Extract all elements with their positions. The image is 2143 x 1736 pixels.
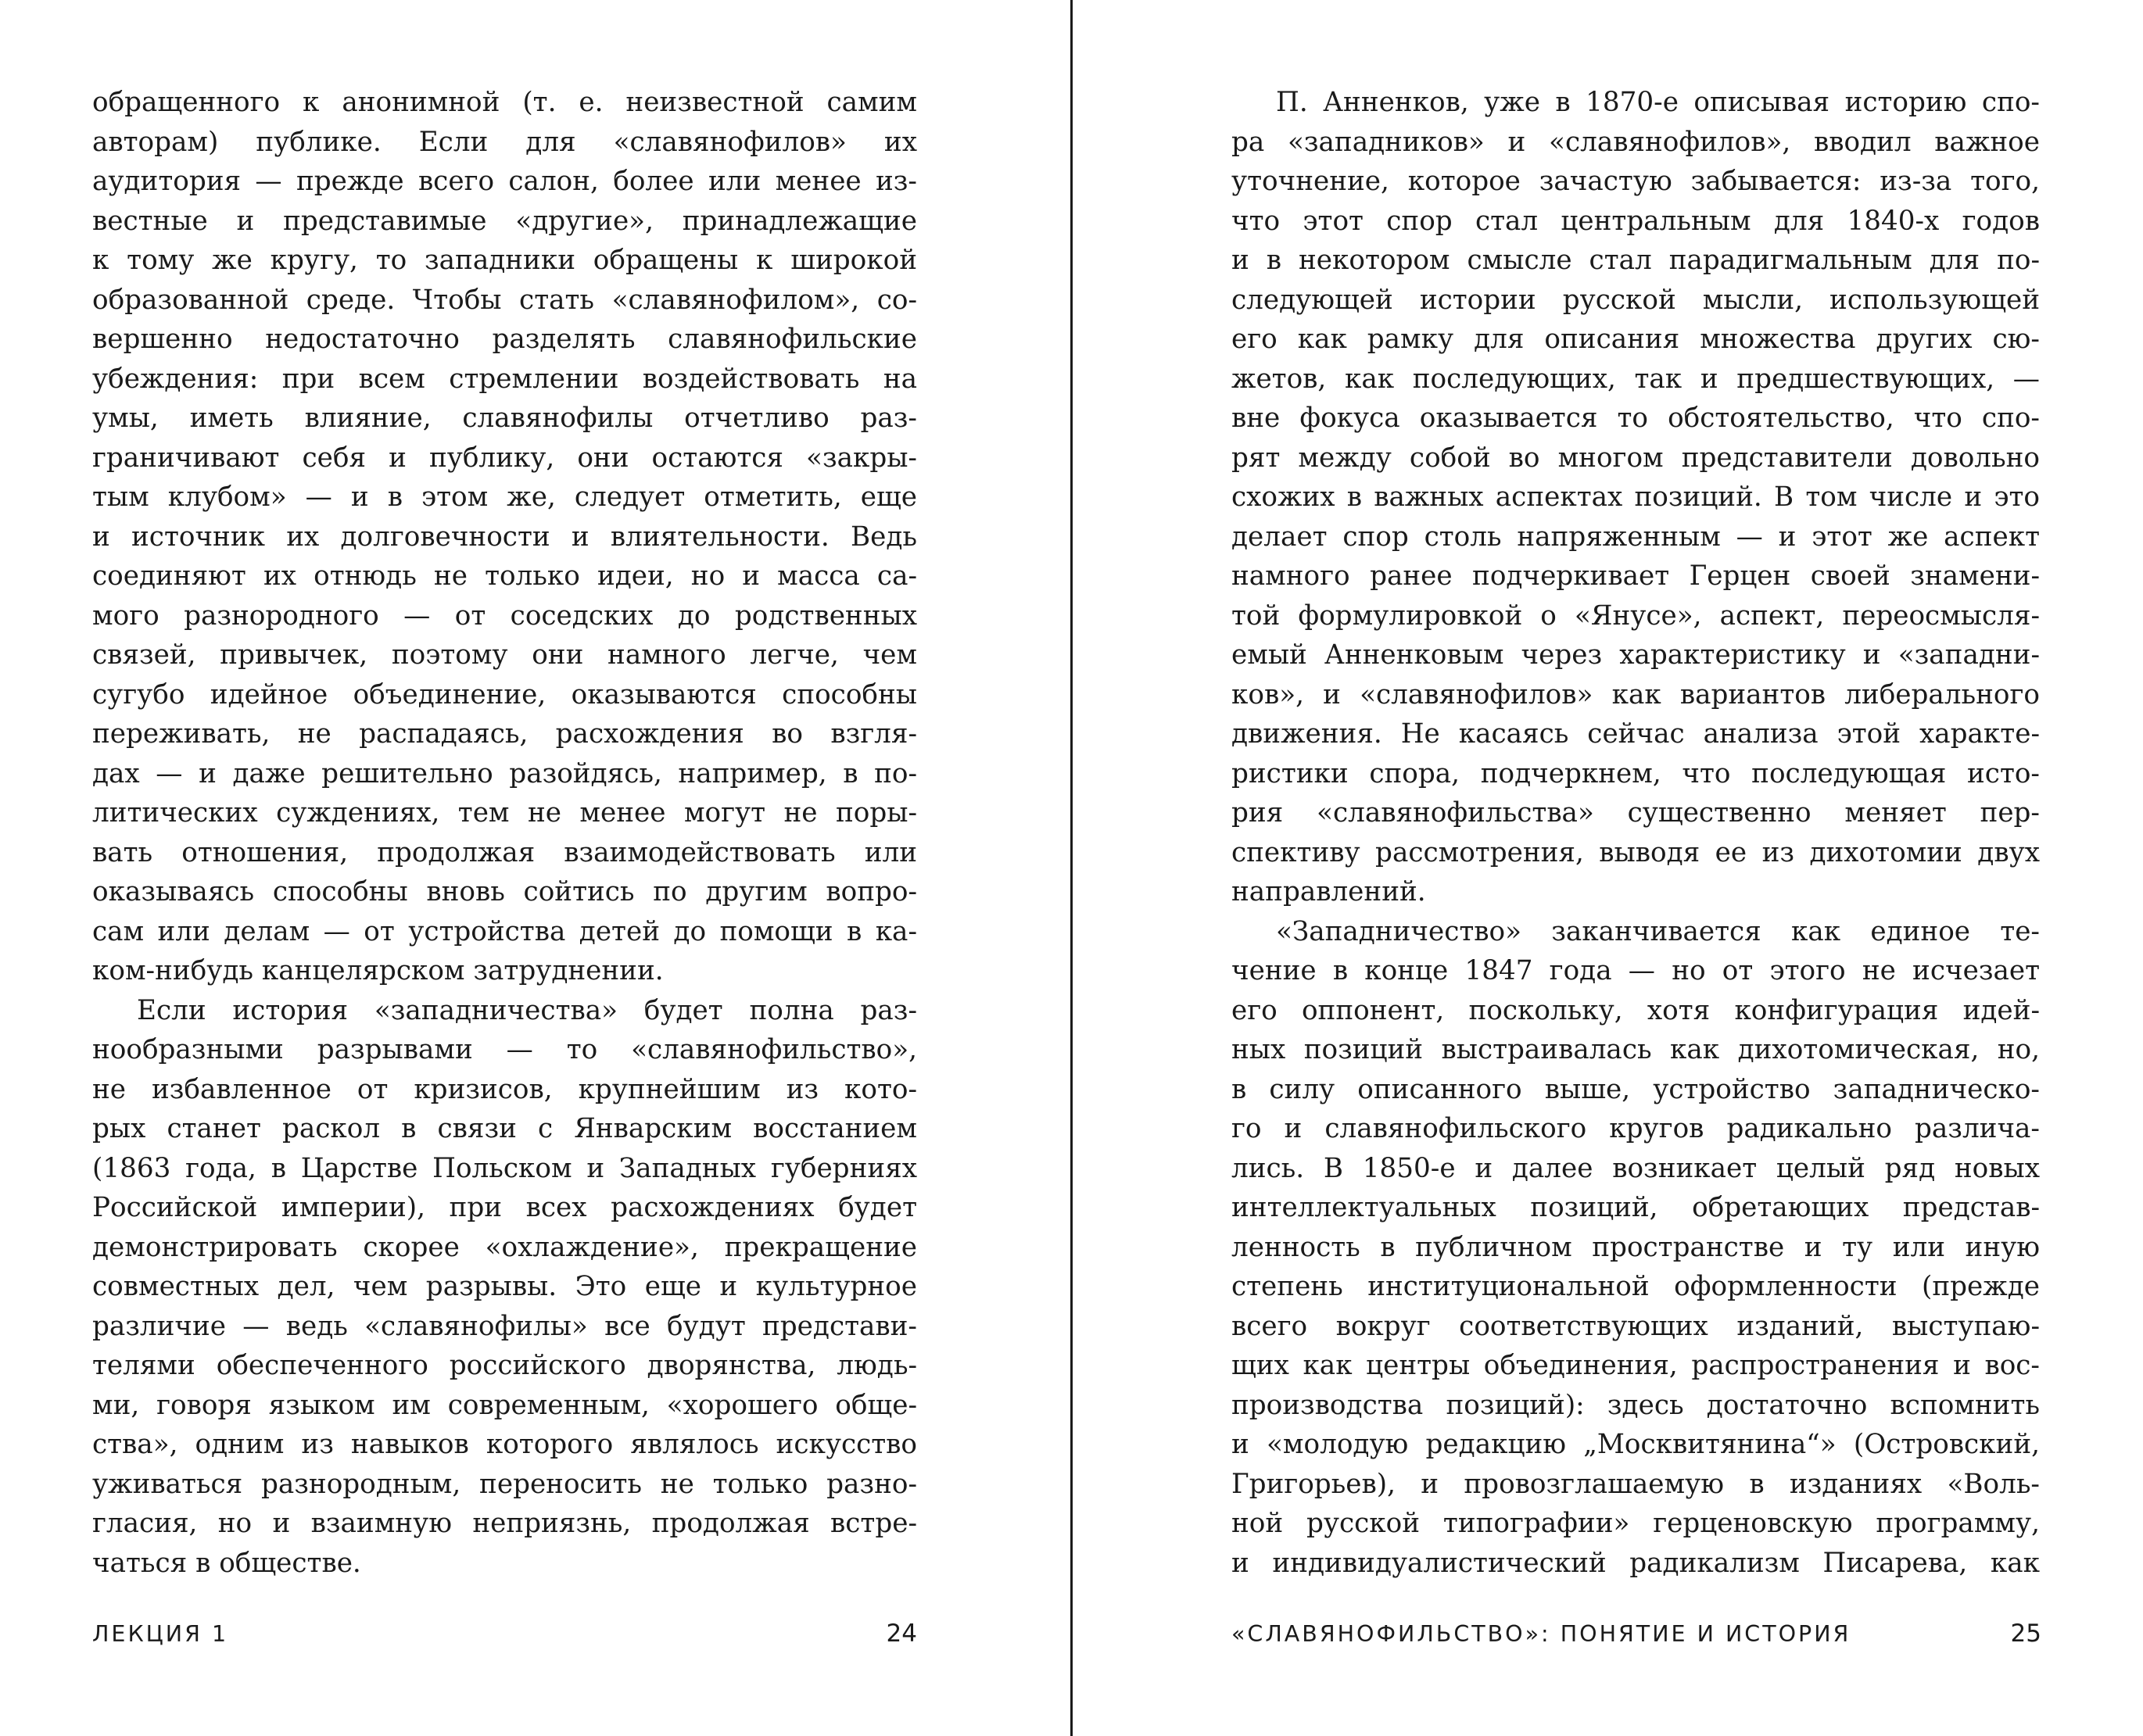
text-line: вать отношения, продолжая взаимодействовать или [92, 836, 917, 868]
text-line: аудитория — прежде всего салон, более или менее из- [92, 166, 917, 197]
paragraph-end-line: направлений. [1231, 876, 1426, 907]
paragraph-start-line: «Западничество» заканчивается как единое те- [1276, 915, 2040, 947]
paragraph-end-line: чаться в обществе. [92, 1547, 361, 1579]
text-line: емый Анненковым через характеристику и «западни- [1231, 639, 2040, 671]
text-line: ристики спора, подчеркнем, что последующая исто- [1231, 757, 2040, 789]
text-line: ков», и «славянофилов» как вариантов либерального [1231, 678, 2040, 711]
text-line: спективу рассмотрения, выводя ее из дихотомии двух [1231, 836, 2040, 868]
text-line: степень институциональной оформленности (прежде [1231, 1271, 2040, 1302]
text-line: ми, говоря языком им современным, «хорошего обще- [92, 1389, 917, 1421]
text-line: Российской империи), при всех расхождениях будет [92, 1192, 917, 1223]
text-line: убеждения: при всем стремлении воздействовать на [92, 363, 917, 395]
text-line: и индивидуалистический радикализм Писарева, как [1231, 1547, 2040, 1579]
text-line: той формулировкой о «Янусе», аспект, переосмысля- [1231, 600, 2040, 632]
text-line: различие — ведь «славянофилы» все будут представи- [92, 1310, 917, 1342]
text-line: и источник их долговечности и влиятельности. Ведь [92, 521, 917, 553]
text-line: и «молодую редакцию „Москвитянина“» (Островский, [1231, 1429, 2040, 1460]
right-page [1073, 0, 2143, 1736]
left-page-body [92, 83, 917, 1583]
paragraph-start-line: Если история «западничества» будет полна раз- [137, 994, 917, 1026]
text-line: щих как центры объединения, распространения и вос- [1231, 1350, 2040, 1381]
text-line: вне фокуса оказывается то обстоятельство, что спо- [1231, 403, 2040, 434]
text-line: обращенного к анонимной (т. е. неизвестной самим [92, 87, 917, 118]
text-line: Григорьев), и провозглашаемую в изданиях «Воль- [1231, 1468, 2040, 1500]
text-line: и в некотором смысле стал парадигмальным для по- [1231, 245, 2040, 276]
text-line: его оппонент, поскольку, хотя конфигурация идей- [1231, 994, 2040, 1026]
text-line: движения. Не касаясь сейчас анализа этой характе- [1231, 718, 2040, 750]
running-footer-right: «СЛАВЯНОФИЛЬСТВО»: ПОНЯТИЕ И ИСТОРИЯ [1231, 1621, 1851, 1647]
text-line: жетов, как последующих, так и предшествующих, — [1231, 363, 2040, 395]
text-line: ной русской типографии» герценовскую программу, [1231, 1508, 2040, 1539]
text-line: сугубо идейное объединение, оказываются способны [92, 678, 917, 711]
text-line: го и славянофильского кругов радикально различа- [1231, 1113, 2040, 1144]
text-line: вестные и представимые «другие», принадлежащие [92, 205, 917, 237]
text-line: ных позиций выстраивалась как дихотомическая, но, [1231, 1034, 2040, 1065]
text-line: производства позиций): здесь достаточно вспомнить [1231, 1389, 2040, 1421]
text-line: к тому же кругу, то западники обращены к широкой [92, 245, 917, 276]
text-line: всего вокруг соответствующих изданий, выступаю- [1231, 1310, 2040, 1342]
page-number-right: 25 [2010, 1620, 2041, 1648]
text-line: образованной среде. Чтобы стать «славянофилом», со- [92, 284, 917, 316]
paragraph-start-line: П. Анненков, уже в 1870-е описывая историю спо- [1276, 87, 2040, 118]
text-line: ства», одним из навыков которого являлось искусство [92, 1429, 917, 1460]
text-line: соединяют их отнюдь не только идеи, но и масса са- [92, 560, 917, 592]
text-line: намного ранее подчеркивает Герцен своей знамени- [1231, 560, 2040, 592]
text-line: схожих в важных аспектах позиций. В том числе и это [1231, 481, 2040, 513]
text-line: чение в конце 1847 года — но от этого не исчезает [1231, 955, 2040, 986]
text-line: связей, привычек, поэтому они намного легче, чем [92, 639, 917, 671]
text-line: гласия, но и взаимную неприязнь, продолжая встре- [92, 1508, 917, 1539]
text-line: дах — и даже решительно разойдясь, например, в по- [92, 757, 917, 789]
text-line: ленность в публичном пространстве и ту или иную [1231, 1231, 2040, 1263]
page-number-left: 24 [886, 1620, 917, 1648]
text-line: делает спор столь напряженным — и этот же аспект [1231, 521, 2040, 553]
text-line: рят между собой во многом представители довольно [1231, 442, 2040, 474]
text-line: ра «западников» и «славянофилов», вводил важное [1231, 126, 2040, 158]
text-line: уточнение, которое зачастую забывается: из-за того, [1231, 166, 2040, 197]
text-line: рых станет раскол в связи с Январским восстанием [92, 1113, 917, 1144]
text-line: не избавленное от кризисов, крупнейшим из кото- [92, 1073, 917, 1105]
text-line: вершенно недостаточно разделять славянофильские [92, 324, 917, 355]
text-line: нообразными разрывами — то «славянофильство», [92, 1034, 917, 1065]
text-line: уживаться разнородным, переносить не только разно- [92, 1468, 917, 1500]
text-line: тым клубом» — и в этом же, следует отметить, еще [92, 481, 917, 513]
text-line: демонстрировать скорее «охлаждение», прекращение [92, 1231, 917, 1263]
text-line: рия «славянофильства» существенно меняет пер- [1231, 797, 2040, 829]
text-line: интеллектуальных позиций, обретающих представ- [1231, 1192, 2040, 1223]
text-line: его как рамку для описания множества других сю- [1231, 324, 2040, 355]
text-line: литических суждениях, тем не менее могут не поры- [92, 797, 917, 829]
text-line: (1863 года, в Царстве Польском и Западных губерниях [92, 1152, 917, 1184]
text-line: умы, иметь влияние, славянофилы отчетливо раз- [92, 403, 917, 434]
paragraph-end-line: ком-нибудь канцелярском затруднении. [92, 955, 664, 986]
text-line: переживать, не распадаясь, расхождения во взгля- [92, 718, 917, 750]
text-line: что этот спор стал центральным для 1840-х годов [1231, 205, 2040, 237]
text-line: мого разнородного — от соседских до родственных [92, 600, 917, 632]
text-line: совместных дел, чем разрывы. Это еще и культурное [92, 1271, 917, 1302]
left-page [0, 0, 1071, 1736]
text-line: телями обеспеченного российского дворянства, людь- [92, 1350, 917, 1381]
text-line: авторам) публике. Если для «славянофилов» их [92, 126, 917, 158]
text-line: следующей истории русской мысли, использующей [1231, 284, 2040, 316]
text-line: сам или делам — от устройства детей до помощи в ка- [92, 915, 917, 947]
text-line: лись. В 1850-е и далее возникает целый ряд новых [1231, 1152, 2040, 1184]
text-line: граничивают себя и публику, они остаются «закры- [92, 442, 917, 474]
text-line: в силу описанного выше, устройство западническо- [1231, 1073, 2040, 1105]
running-footer-left: ЛЕКЦИЯ 1 [92, 1621, 229, 1647]
right-page-body [1231, 83, 2040, 1583]
text-line: оказываясь способны вновь сойтись по другим вопро- [92, 876, 917, 907]
